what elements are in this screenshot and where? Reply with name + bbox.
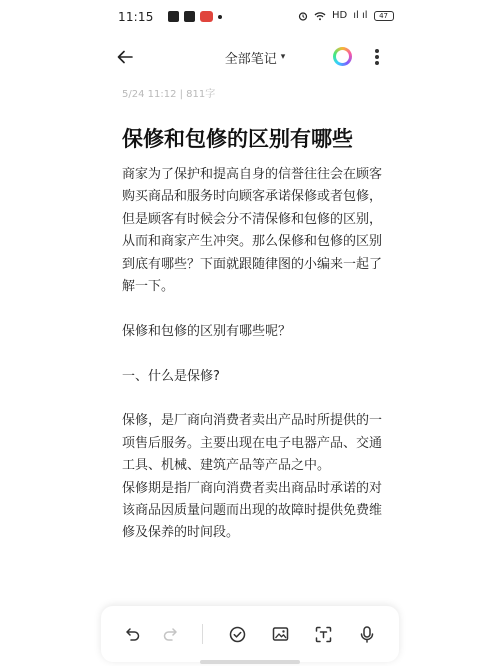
toolbar-divider [202, 624, 203, 644]
notification-icons [168, 11, 222, 22]
ai-assistant-icon[interactable] [333, 47, 352, 66]
paragraph: 保修和包修的区别有哪些呢？ [122, 323, 292, 339]
insert-image-button[interactable] [269, 623, 291, 645]
more-notifications-dot-icon [218, 15, 222, 19]
scan-text-icon [315, 626, 332, 643]
home-indicator[interactable] [200, 660, 300, 664]
alarm-icon [298, 11, 308, 21]
status-time: 11:15 [118, 10, 154, 24]
scan-button[interactable] [312, 623, 334, 645]
redo-button[interactable] [159, 623, 181, 645]
note-body[interactable] [122, 164, 384, 545]
chevron-down-icon: ▾ [280, 52, 286, 62]
signal-strength-icon: ıl ıl [353, 10, 368, 21]
blank-line [122, 343, 384, 365]
paragraph: 一、什么是保修? [122, 368, 220, 384]
message-icon [200, 11, 213, 22]
more-options-button[interactable] [370, 47, 384, 67]
check-circle-icon [229, 626, 246, 643]
more-dot-icon [375, 55, 379, 59]
note-title[interactable]: 保修和包修的区别有哪些 [122, 127, 353, 151]
status-indicators [298, 10, 394, 21]
voice-input-button[interactable] [356, 623, 378, 645]
arrow-left-icon [117, 50, 133, 64]
paragraph: 商家为了保护和提高自身的信誉往往会在顾客购买商品和服务时向顾客承诺保修或者包修，但是顾客有时候会分不清保修和包修的区别，从而和商家产生冲突。那么保修和包修的区别到底有哪些？下面就跟随律图的小编来一起了解一下。 [122, 167, 383, 295]
redo-icon [162, 626, 178, 642]
folder-selector[interactable] [200, 46, 310, 68]
editor-toolbar [101, 606, 399, 662]
battery-icon: 47 [374, 11, 394, 21]
blank-line [122, 298, 384, 320]
paragraph: 保修期是指厂商向消费者卖出商品时承诺的对该商品因质量问题而出现的故障时提供免费维修及保养的时间段。 [122, 480, 383, 541]
folder-title: 全部笔记 [224, 51, 277, 67]
wifi-icon [314, 11, 326, 21]
app-notification-icon [168, 11, 179, 22]
more-dot-icon [375, 49, 379, 53]
undo-icon [125, 626, 141, 642]
status-bar [0, 0, 500, 36]
paragraph: 保修，是厂商向消费者卖出产品时所提供的一项售后服务。主要出现在电子电器产品、交通工具、机械、建筑产品等产品之中。 [122, 413, 383, 474]
network-type: HD [332, 10, 348, 21]
undo-button[interactable] [122, 623, 144, 645]
note-meta: 5/24 11:12 | 811字 [122, 89, 216, 100]
checklist-button[interactable] [226, 623, 248, 645]
blank-line [122, 388, 384, 410]
microphone-icon [360, 626, 374, 643]
image-icon [272, 626, 289, 642]
back-button[interactable] [112, 44, 138, 70]
tiktok-icon [184, 11, 195, 22]
note-topbar [0, 38, 500, 76]
more-dot-icon [375, 61, 379, 65]
